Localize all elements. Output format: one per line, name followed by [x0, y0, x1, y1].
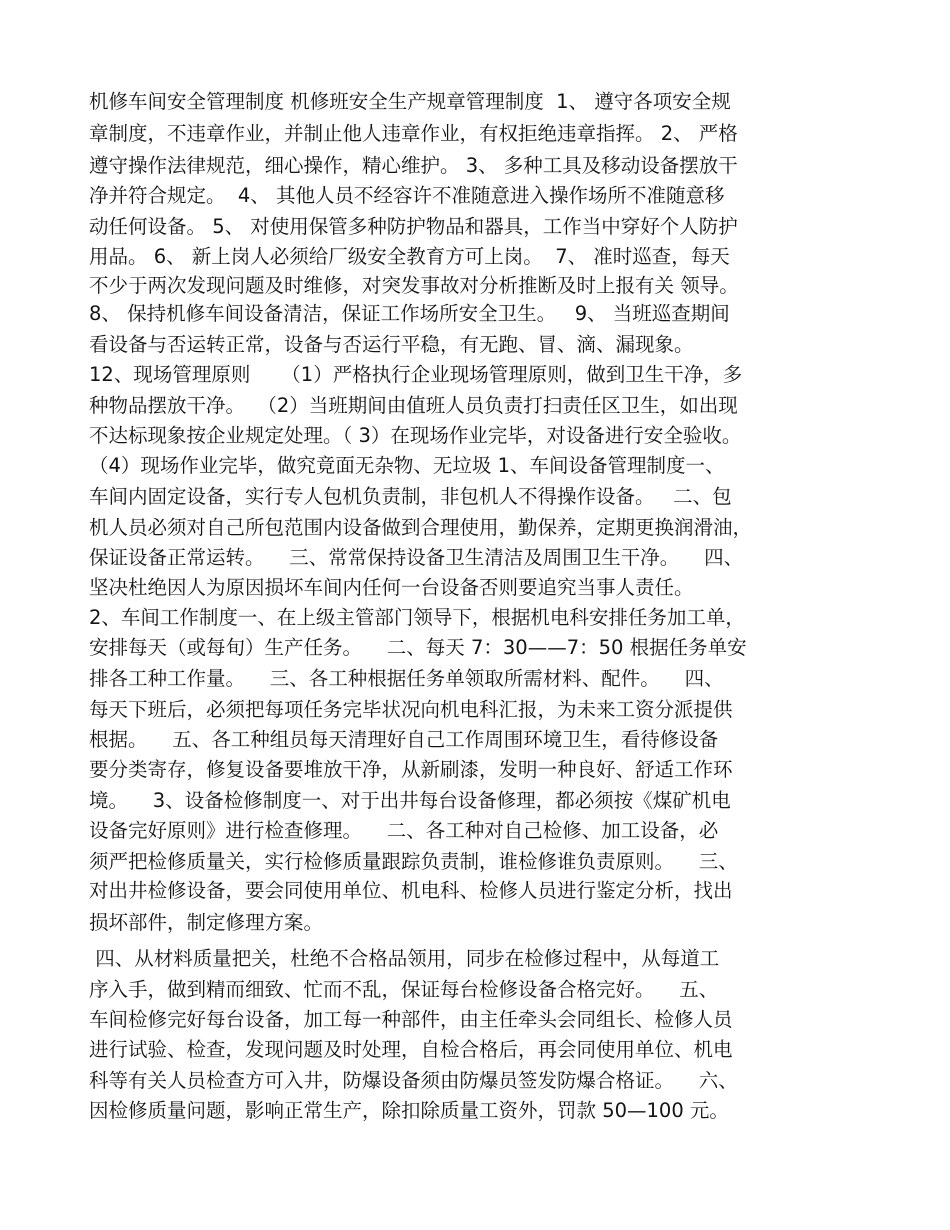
text-line: （4）现场作业完毕，做究竟面无杂物、无垃圾 1、车间设备管理制度一、 — [89, 454, 725, 477]
text-line: 安排每天（或每旬）生产任务。 二、每天 7：30——7：50 根据任务单安 — [89, 636, 747, 659]
text-line: 设备完好原则》进行检查修理。 二、各工种对自己检修、加工设备，必 — [89, 819, 719, 842]
text-line: 章制度，不违章作业，并制止他人违章作业，有权拒绝违章指挥。 2、 严格 — [89, 122, 738, 145]
text-line: 要分类寄存，修复设备要堆放干净，从新刷漆，发明一种良好、舒适工作环 — [89, 758, 733, 781]
text-line: 动任何设备。 5、 对使用保管多种防护物品和器具，工作当中穿好个人防护 — [89, 215, 738, 238]
text-line: 8、 保持机修车间设备清洁，保证工作场所安全卫生。 9、 当班巡查期间 — [89, 302, 730, 325]
text-line: 看设备与否运转正常，设备与否运行平稳，有无跑、冒、滴、漏现象。 — [89, 333, 694, 356]
text-line: 机修车间安全管理制度 机修班安全生产规章管理制度 1、 遵守各项安全规 — [89, 90, 731, 113]
text-line: 科等有关人员检查方可入井，防爆设备须由防爆员签发防爆合格证。 六、 — [89, 1069, 738, 1092]
text-line: 序入手，做到精而细致、忙而不乱，保证每台检修设备合格完好。 五、 — [89, 978, 719, 1001]
text-line: 四、从材料质量把关，杜绝不合格品领用，同步在检修过程中，从每道工 — [89, 947, 720, 970]
text-line: 须严把检修质量关，实行检修质量跟踪负责制，谁检修谁负责原则。 三、 — [89, 850, 738, 873]
text-line: 损坏部件，制定修理方案。 — [89, 911, 324, 934]
text-line: 不达标现象按企业规定处理。（ 3）在现场作业完毕，对设备进行安全验收。 — [89, 424, 742, 447]
text-line: 车间内固定设备，实行专人包机负责制，非包机人不得操作设备。 二、包 — [89, 485, 732, 508]
text-line: 每天下班后，必须把每项任务完毕状况向机电科汇报，为未来工资分派提供 — [89, 698, 733, 721]
text-line: 根据。 五、各工种组员每天清理好自己工作周围环境卫生，看待修设备 — [89, 728, 719, 751]
text-line: 排各工种工作量。 三、各工种根据任务单领取所需材料、配件。 四、 — [89, 667, 724, 690]
text-line: 坚决杜绝因人为原因损坏车间内任何一台设备否则要追究当事人责任。 — [89, 576, 694, 599]
text-line: 净并符合规定。 4、 其他人员不经容许不准随意进入操作场所不准随意移 — [89, 184, 725, 207]
text-line: 保证设备正常运转。 三、常常保持设备卫生清洁及周围卫生干净。 四、 — [89, 546, 744, 569]
text-line: 对出井检修设备，要会同使用单位、机电科、检修人员进行鉴定分析，找出 — [89, 879, 733, 902]
text-line: 种物品摆放干净。 （2）当班期间由值班人员负责打扫责任区卫生，如出现 — [89, 394, 738, 417]
text-line: 因检修质量问题，影响正常生产，除扣除质量工资外，罚款 50—100 元。 — [89, 1099, 729, 1122]
text-line: 用品。 6、 新上岗人必须给厂级安全教育方可上岗。 7、 准时巡查，每天 — [89, 245, 730, 268]
text-line: 境。 3、设备检修制度一、对于出井每台设备修理，都必须按《煤矿机电 — [89, 789, 731, 812]
text-line: 12、现场管理原则 （1）严格执行企业现场管理原则，做到卫生干净，多 — [89, 363, 743, 386]
text-line: 车间检修完好每台设备，加工每一种部件，由主任牵头会同组长、检修人员 — [89, 1008, 733, 1031]
text-line: 2、车间工作制度一、在上级主管部门领导下，根据机电科安排任务加工单， — [89, 606, 745, 629]
text-line: 进行试验、检查，发现问题及时处理，自检合格后，再会同使用单位、机电 — [89, 1038, 733, 1061]
text-line: 机人员必须对自己所包范围内设备做到合理使用，勤保养，定期更换润滑油， — [89, 516, 753, 539]
text-line: 不少于两次发现问题及时维修，对突发事故对分析推断及时上报有关 领导。 — [89, 274, 739, 297]
text-line: 遵守操作法律规范，细心操作，精心维护。 3、 多种工具及移动设备摆放干 — [89, 154, 738, 177]
